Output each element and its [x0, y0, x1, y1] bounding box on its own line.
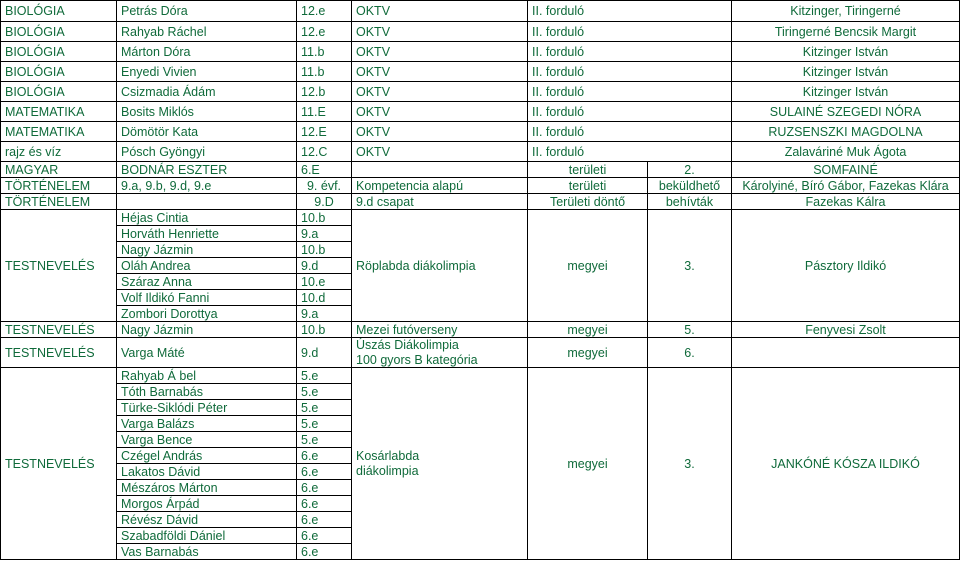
name-cell: Nagy Jázmin: [117, 322, 297, 338]
name-cell: Lakatos Dávid: [117, 464, 297, 480]
name-cell: Morgos Árpád: [117, 496, 297, 512]
level-cell: II. forduló: [528, 1, 732, 22]
competition-line: diákolimpia: [356, 464, 419, 478]
class-cell: 9. évf.: [297, 178, 352, 194]
class-cell: 5.e: [297, 384, 352, 400]
class-cell: 6.e: [297, 512, 352, 528]
level-cell: II. forduló: [528, 22, 732, 42]
name-cell: Rahyab Á bel: [117, 368, 297, 384]
class-cell: 9.D: [297, 194, 352, 210]
name-cell: Volf Ildikó Fanni: [117, 290, 297, 306]
competition-cell: OKTV: [352, 82, 528, 102]
table-row: [1, 22, 960, 42]
name-cell: Varga Balázs: [117, 416, 297, 432]
result-cell: behívták: [648, 194, 732, 210]
class-cell: 10.b: [297, 242, 352, 258]
table-row: [1, 122, 960, 142]
class-cell: 6.e: [297, 464, 352, 480]
name-cell: Száraz Anna: [117, 274, 297, 290]
table-row: [1, 178, 960, 194]
level-cell: II. forduló: [528, 42, 732, 62]
name-cell: BODNÁR ESZTER: [117, 162, 297, 178]
name-cell: Nagy Jázmin: [117, 242, 297, 258]
level-cell: megyei: [528, 368, 648, 560]
level-cell: Területi döntő: [528, 194, 648, 210]
class-cell: 11.b: [297, 42, 352, 62]
subject-cell: TÖRTÉNELEM: [1, 178, 117, 194]
name-cell: Héjas Cintia: [117, 210, 297, 226]
level-cell: II. forduló: [528, 122, 732, 142]
result-cell: 3.: [648, 210, 732, 322]
name-cell: 9.a, 9.b, 9.d, 9.e: [117, 178, 297, 194]
name-cell: Révész Dávid: [117, 512, 297, 528]
teacher-cell: JANKÓNÉ KÓSZA ILDIKÓ: [732, 368, 960, 560]
competition-cell: OKTV: [352, 122, 528, 142]
competition-cell: Kompetencia alapú: [352, 178, 528, 194]
teacher-cell: Kitzinger, Tiringerné: [732, 1, 960, 22]
name-cell: Zombori Dorottya: [117, 306, 297, 322]
competition-cell: Röplabda diákolimpia: [352, 210, 528, 322]
name-cell: Mészáros Márton: [117, 480, 297, 496]
class-cell: 10.e: [297, 274, 352, 290]
level-cell: megyei: [528, 210, 648, 322]
class-cell: 10.b: [297, 210, 352, 226]
competition-cell: OKTV: [352, 22, 528, 42]
competition-cell: OKTV: [352, 62, 528, 82]
class-cell: 6.e: [297, 496, 352, 512]
competition-line: Kosárlabda: [356, 449, 420, 463]
class-cell: 12.b: [297, 82, 352, 102]
teacher-cell: Kitzinger István: [732, 62, 960, 82]
level-cell: II. forduló: [528, 62, 732, 82]
table-row: [1, 102, 960, 122]
result-cell: 5.: [648, 322, 732, 338]
level-cell: megyei: [528, 338, 648, 368]
class-cell: 11.b: [297, 62, 352, 82]
table-row: [1, 82, 960, 102]
subject-cell: rajz és víz: [1, 142, 117, 162]
name-cell: Tóth Barnabás: [117, 384, 297, 400]
subject-cell: BIOLÓGIA: [1, 22, 117, 42]
teacher-cell: Fenyvesi Zsolt: [732, 322, 960, 338]
subject-cell: TESTNEVELÉS: [1, 210, 117, 322]
teacher-cell: SOMFAINÉ: [732, 162, 960, 178]
level-cell: II. forduló: [528, 102, 732, 122]
name-cell: Vas Barnabás: [117, 544, 297, 560]
competition-cell: [352, 368, 528, 560]
name-cell: Türke-Siklódi Péter: [117, 400, 297, 416]
subject-cell: MATEMATIKA: [1, 122, 117, 142]
table-row: [1, 194, 960, 210]
teacher-cell: Tiringerné Bencsik Margit: [732, 22, 960, 42]
level-cell: II. forduló: [528, 82, 732, 102]
class-cell: 9.d: [297, 338, 352, 368]
subject-cell: TESTNEVELÉS: [1, 322, 117, 338]
teacher-cell: Fazekas Kálra: [732, 194, 960, 210]
name-cell: Horváth Henriette: [117, 226, 297, 242]
class-cell: 10.d: [297, 290, 352, 306]
class-cell: 9.a: [297, 306, 352, 322]
teacher-cell: Kitzinger István: [732, 82, 960, 102]
name-cell: Varga Bence: [117, 432, 297, 448]
class-cell: 6.e: [297, 544, 352, 560]
competition-cell: OKTV: [352, 1, 528, 22]
class-cell: 5.e: [297, 416, 352, 432]
competition-cell: [352, 338, 528, 368]
competition-cell: OKTV: [352, 142, 528, 162]
competition-line: 100 gyors B kategória: [356, 353, 478, 367]
class-cell: 12.e: [297, 22, 352, 42]
result-cell: 6.: [648, 338, 732, 368]
teacher-cell: Zalaváriné Muk Ágota: [732, 142, 960, 162]
competition-cell: 9.d csapat: [352, 194, 528, 210]
competition-line: Úszás Diákolimpia: [356, 338, 459, 352]
competition-cell: [352, 162, 528, 178]
name-cell: Bosits Miklós: [117, 102, 297, 122]
name-cell: Petrás Dóra: [117, 1, 297, 22]
teacher-cell: SULAINÉ SZEGEDI NÓRA: [732, 102, 960, 122]
table-row: [1, 368, 960, 384]
name-cell: Szabadföldi Dániel: [117, 528, 297, 544]
name-cell: Czégel András: [117, 448, 297, 464]
subject-cell: TESTNEVELÉS: [1, 338, 117, 368]
teacher-cell: Pásztory Ildikó: [732, 210, 960, 322]
table-row: [1, 1, 960, 22]
result-cell: 2.: [648, 162, 732, 178]
class-cell: 9.a: [297, 226, 352, 242]
level-cell: területi: [528, 178, 648, 194]
table-row: [1, 210, 960, 226]
name-cell: Dömötör Kata: [117, 122, 297, 142]
competition-cell: OKTV: [352, 102, 528, 122]
subject-cell: BIOLÓGIA: [1, 42, 117, 62]
name-cell: Rahyab Ráchel: [117, 22, 297, 42]
table-row: [1, 62, 960, 82]
level-cell: területi: [528, 162, 648, 178]
class-cell: 6.e: [297, 480, 352, 496]
subject-cell: MAGYAR: [1, 162, 117, 178]
teacher-cell: Károlyiné, Bíró Gábor, Fazekas Klára: [732, 178, 960, 194]
table-row: [1, 338, 960, 368]
teacher-cell: Kitzinger István: [732, 42, 960, 62]
subject-cell: BIOLÓGIA: [1, 62, 117, 82]
name-cell: Márton Dóra: [117, 42, 297, 62]
class-cell: 6.E: [297, 162, 352, 178]
competition-cell: Mezei futóverseny: [352, 322, 528, 338]
teacher-cell: [732, 338, 960, 368]
result-cell: beküldhető: [648, 178, 732, 194]
name-cell: Varga Máté: [117, 338, 297, 368]
table-row: [1, 142, 960, 162]
name-cell: [117, 194, 297, 210]
class-cell: 5.e: [297, 400, 352, 416]
name-cell: Pósch Gyöngyi: [117, 142, 297, 162]
name-cell: Oláh Andrea: [117, 258, 297, 274]
subject-cell: MATEMATIKA: [1, 102, 117, 122]
result-cell: 3.: [648, 368, 732, 560]
teacher-cell: RUZSENSZKI MAGDOLNA: [732, 122, 960, 142]
level-cell: II. forduló: [528, 142, 732, 162]
class-cell: 12.E: [297, 122, 352, 142]
class-cell: 5.e: [297, 432, 352, 448]
class-cell: 10.b: [297, 322, 352, 338]
table-row: [1, 322, 960, 338]
table-row: [1, 42, 960, 62]
subject-cell: TÖRTÉNELEM: [1, 194, 117, 210]
subject-cell: BIOLÓGIA: [1, 82, 117, 102]
class-cell: 9.d: [297, 258, 352, 274]
class-cell: 6.e: [297, 448, 352, 464]
name-cell: Enyedi Vivien: [117, 62, 297, 82]
class-cell: 12.e: [297, 1, 352, 22]
name-cell: Csizmadia Ádám: [117, 82, 297, 102]
level-cell: megyei: [528, 322, 648, 338]
competition-cell: OKTV: [352, 42, 528, 62]
class-cell: 12.C: [297, 142, 352, 162]
subject-cell: TESTNEVELÉS: [1, 368, 117, 560]
subject-cell: BIOLÓGIA: [1, 1, 117, 22]
table-row: [1, 162, 960, 178]
class-cell: 5.e: [297, 368, 352, 384]
class-cell: 11.E: [297, 102, 352, 122]
class-cell: 6.e: [297, 528, 352, 544]
